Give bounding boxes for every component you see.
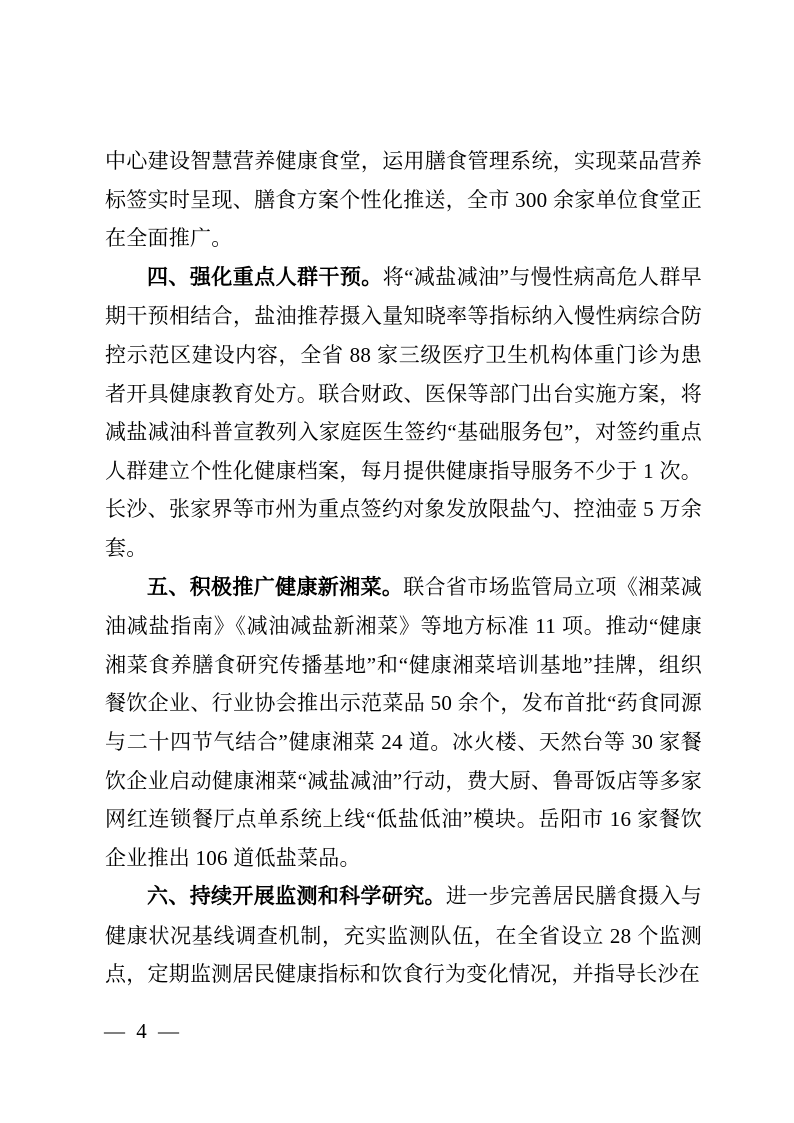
page-number	[104, 1019, 182, 1044]
paragraph-text: 联合省市场监管局立项《湘菜减油减盐指南》《减油减盐新湘菜》等地方标准 11 项。推动“健康湘菜食养膳食研究传播基地”和“健康湘菜培训基地”挂牌，组织餐饮企业、行业协会推出示范菜品 50 余个，发布首批“药食同源与二十四节气结合”健康湘菜 24 道。冰火楼、天然台等 30 家餐饮企业启动健康湘菜“减盐减油”行动，费大厨、鲁哥饭店等多家网红连锁餐厅点单系统上线“低盐低油”模块。岳阳市 16 家餐饮企业推出 106 道低盐菜品。	[105, 574, 703, 870]
paragraph-text: 中心建设智慧营养健康食堂，运用膳食管理系统，实现菜品营养标签实时呈现、膳食方案个性化推送，全市 300 余家单位食堂正在全面推广。	[105, 149, 702, 251]
paragraph-section-6	[105, 877, 702, 994]
section-heading: 四、强化重点人群干预。	[147, 265, 383, 289]
paragraph-text: 进一步完善居民膳食摄入与健康状况基线调查机制，充实监测队伍，在全省设立 28 个监测点，定期监测居民健康指标和饮食行为变化情况，并指导长沙在	[105, 884, 703, 987]
paragraph-continuation	[105, 142, 702, 258]
section-heading: 六、持续开展监测和科学研究。	[147, 885, 446, 909]
paragraph-section-4	[105, 258, 702, 568]
page-number-label: — 4 —	[104, 1019, 182, 1043]
document-body	[105, 142, 702, 994]
paragraph-text: 将“减盐减油”与慢性病高危人群早期干预相结合，盐油推荐摄入量知晓率等指标纳入慢性病综合防控示范区建设内容，全省 88 家三级医疗卫生机构体重门诊为患者开具健康教育处方。联合财政、医保等部门出台实施方案，将减盐减油科普宣教列入家庭医生签约“基础服务包”，对签约重点人群建立个性化健康档案，每月提供健康指导服务不少于 1 次。长沙、张家界等市州为重点签约对象发放限盐勺、控油壶 5 万余套。	[105, 264, 703, 560]
paragraph-section-5	[105, 568, 702, 878]
section-heading: 五、积极推广健康新湘菜。	[147, 575, 404, 599]
